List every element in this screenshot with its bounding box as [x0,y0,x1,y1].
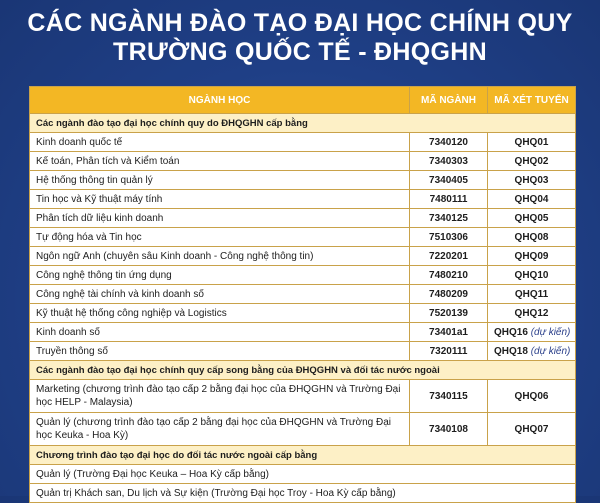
admission-code: QHQ10 [514,269,549,281]
program-name: Kỹ thuật hệ thống công nghiệp và Logistics [30,304,410,323]
program-name: Công nghệ tài chính và kinh doanh số [30,285,410,304]
admission-code: QHQ08 [514,231,549,243]
program-code: 7340125 [410,209,488,228]
program-name: Truyền thông số [30,342,410,361]
admission-code: QHQ04 [514,193,549,205]
program-name: Tin học và Kỹ thuật máy tính [30,190,410,209]
estimated-note: (dự kiến) [530,326,571,338]
admission-code-cell [488,133,576,152]
section-title: Chương trình đào tạo đại học do đối tác nước ngoài cấp bằng [30,446,576,465]
section-header-row [30,114,576,133]
admission-code-cell [488,152,576,171]
admission-code: QHQ03 [514,174,549,186]
table-row [30,171,576,190]
table-row [30,247,576,266]
table-row [30,285,576,304]
program-name: Phân tích dữ liệu kinh doanh [30,209,410,228]
admission-code-cell [488,323,576,342]
section-header-row [30,446,576,465]
program-name: Tự động hóa và Tin học [30,228,410,247]
table-row [30,209,576,228]
program-code: 7340115 [410,380,488,413]
program-code: 7340120 [410,133,488,152]
section-header-row [30,361,576,380]
section-title: Các ngành đào tạo đại học chính quy do ĐHQGHN cấp bằng [30,114,576,133]
table-row [30,323,576,342]
admission-code: QHQ06 [488,380,576,413]
admission-code-cell [488,190,576,209]
admission-code-cell [488,247,576,266]
header-program: NGÀNH HỌC [30,87,410,114]
admission-code: QHQ01 [514,136,549,148]
table-row [30,465,576,484]
admission-code-cell [488,266,576,285]
admission-code-cell [488,285,576,304]
table-row [30,304,576,323]
table-row [30,342,576,361]
program-code: 7320111 [410,342,488,361]
programs-table [29,86,576,503]
program-name: Quản lý (chương trình đào tạo cấp 2 bằng đại học của ĐHQGHN và Trường Đại học Keuka - Hoa Kỳ) [30,413,410,446]
program-name: Kế toán, Phân tích và Kiểm toán [30,152,410,171]
admission-code-cell [488,342,576,361]
page-title-line1: CÁC NGÀNH ĐÀO TẠO ĐẠI HỌC CHÍNH QUY [27,9,573,37]
page-title-line2: TRƯỜNG QUỐC TẾ - ĐHQGHN [113,38,487,66]
table-row [30,228,576,247]
header-code: MÃ NGÀNH [410,87,488,114]
table-row [30,152,576,171]
table-row [30,413,576,446]
program-name: Kinh doanh số [30,323,410,342]
admission-code-cell [488,304,576,323]
admission-code: QHQ11 [514,288,549,300]
program-name: Ngôn ngữ Anh (chuyên sâu Kinh doanh - Công nghệ thông tin) [30,247,410,266]
program-name: Quản trị Khách san, Du lịch và Sự kiện (Trường Đại học Troy - Hoa Kỳ cấp bằng) [30,484,576,503]
program-code: 7340108 [410,413,488,446]
table-row [30,266,576,285]
program-code: 7520139 [410,304,488,323]
program-name: Quản lý (Trường Đại học Keuka – Hoa Kỳ cấp bằng) [30,465,576,484]
program-name: Công nghệ thông tin ứng dụng [30,266,410,285]
admission-code: QHQ12 [514,307,549,319]
program-code: 7480111 [410,190,488,209]
admission-code: QHQ09 [514,250,549,262]
section-title: Các ngành đào tạo đại học chính quy cấp song bằng của ĐHQGHN và đối tác nước ngoài [30,361,576,380]
admission-code: QHQ02 [514,155,549,167]
program-code: 7480210 [410,266,488,285]
header-admission: MÃ XÉT TUYỂN [488,87,576,114]
admission-code-cell [488,171,576,190]
program-name: Hệ thống thông tin quản lý [30,171,410,190]
admission-code: QHQ16 [494,326,528,338]
table-row [30,380,576,413]
admission-code-cell [488,209,576,228]
program-code: 7220201 [410,247,488,266]
program-code: 7510306 [410,228,488,247]
program-code: 7340405 [410,171,488,190]
program-code: 7340303 [410,152,488,171]
table-header-row [30,87,576,114]
admission-code: QHQ18 [494,345,528,357]
table-row [30,484,576,503]
table-row [30,190,576,209]
program-name: Marketing (chương trình đào tạo cấp 2 bằng đại học của ĐHQGHN và Trường Đại học HELP - Malaysia) [30,380,410,413]
admission-code: QHQ05 [514,212,549,224]
program-code: 7480209 [410,285,488,304]
estimated-note: (dự kiến) [530,345,571,357]
program-code: 73401a1 [410,323,488,342]
admission-code: QHQ07 [488,413,576,446]
table-row [30,133,576,152]
program-name: Kinh doanh quốc tế [30,133,410,152]
admission-code-cell [488,228,576,247]
